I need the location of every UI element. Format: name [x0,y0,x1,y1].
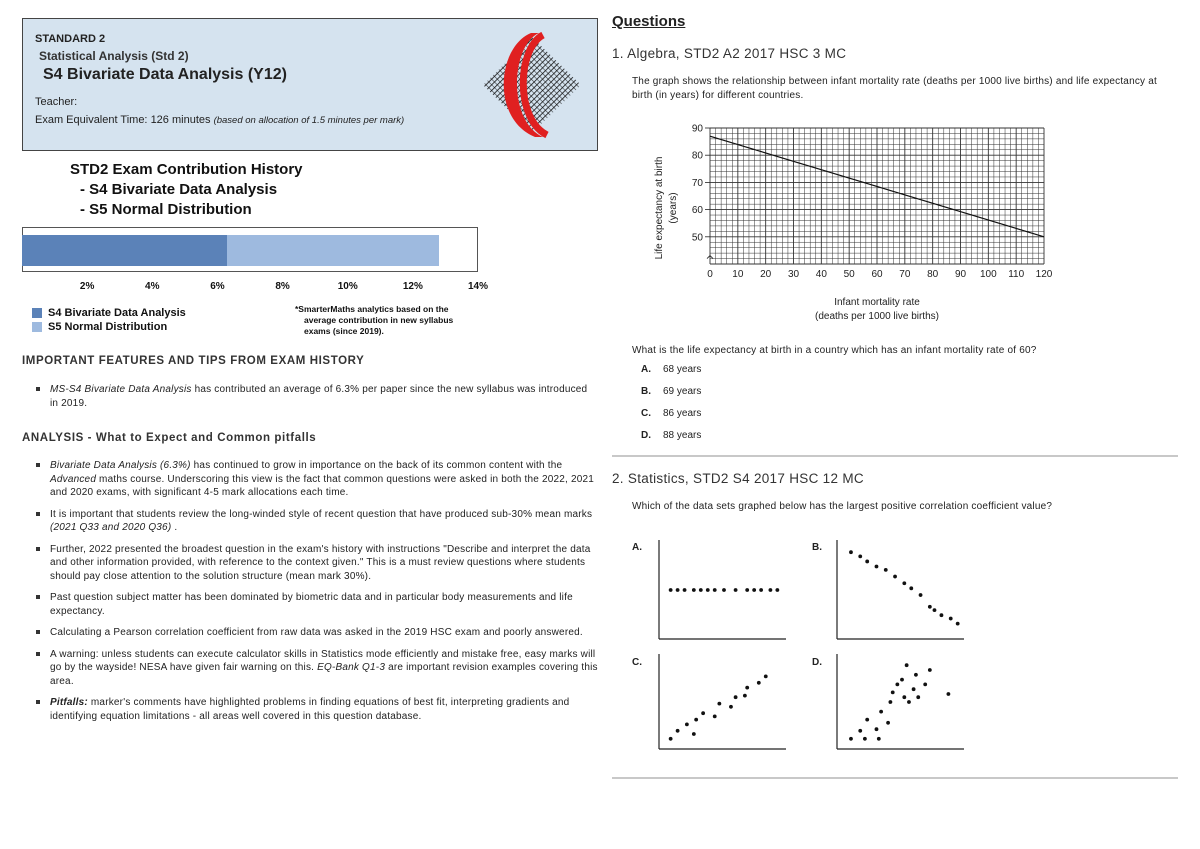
scatter-point [909,586,913,590]
scatter-point [701,711,705,715]
bar-segment-s4 [22,235,227,266]
option-letter: C. [641,408,651,419]
scatter-point [893,575,897,579]
course-label: Statistical Analysis (Std 2) [39,49,189,63]
list-item [36,508,598,535]
questions-heading: Questions [612,13,686,30]
y-tick-label: 70 [691,177,703,189]
scatter-point [956,622,960,626]
scatter-point [745,686,749,690]
scatter-point [717,702,721,706]
note-line: *SmarterMaths analytics based on the [295,304,449,314]
contribution-title-line: STD2 Exam Contribution History [70,161,303,178]
q1-text: The graph shows the relationship between infant mortality rate (deaths per 1000 live births) and life expectancy at birth (in years) for different countries. [632,76,1157,101]
scatter-point [699,588,703,592]
bullet-text-run: It is important that students review the long-winded style of recent question that have produced sub-30% mean marks [50,508,593,520]
q2-option-c-label[interactable]: C. [632,657,642,668]
q1-option-d[interactable] [641,430,701,441]
x-tick-label: 120 [1035,269,1053,280]
option-text: 86 years [663,408,702,419]
y-axis-label: (years) [668,192,679,224]
important-text: has contributed an average of 6.3% per paper since the new syllabus was introduced in 2019. [50,384,588,409]
scatter-point [743,694,747,698]
bullet-text-run: has continued to grow in importance on the back of its common content with the [190,460,563,471]
x-tick-label: 100 [979,269,997,280]
option-text: 69 years [663,386,702,397]
legend-item-s4 [32,307,186,319]
scatter-point [858,729,862,733]
exam-time [35,114,404,126]
scatter-point [891,691,895,695]
scatter-point [685,723,689,727]
scatter-point [692,588,696,592]
time-label: Exam Equivalent Time: [35,114,148,126]
x-tick-label: 30 [787,269,800,280]
bullet-text-run: (2021 Q33 and 2020 Q36) [50,522,172,533]
bullet-text-run: marker's comments have highlighted problems in finding equations of best fit, interpreting gradients and identifying equation limitations - all areas well covered in this question database. [50,697,570,722]
q2-title: 2. Statistics, STD2 S4 2017 HSC 12 MC [612,471,864,486]
bullet-text-run: are important revision examples covering this area. [50,662,598,687]
q1-option-b[interactable] [641,386,701,397]
scatter-point [949,617,953,621]
x-tick-label: 4% [145,281,160,292]
divider [612,455,1178,457]
x-tick-label: 20 [760,269,772,280]
scatter-point [863,737,867,741]
x-tick-label: 10% [337,281,358,292]
x-tick-label: 8% [275,281,290,292]
scatter-point [757,681,761,685]
scatter-point [875,565,879,569]
bullet-text-run: Further, 2022 presented the broadest question in the exam's history with instructions "Describe and interpret the data and other information provided, with reference to the context given." This is a must review questions where students should pay close attention to the solution structure (mean mark 30%). [50,543,591,582]
bullet-text-run: EQ-Bank Q1-3 [317,662,386,673]
scatter-point [769,588,773,592]
bullet-text-run: Past question subject matter has been dominated by biometric data and in particular body measurements and life expectancy. [50,592,573,617]
smartermaths-logo-icon [477,31,587,139]
q1-title: 1. Algebra, STD2 A2 2017 HSC 3 MC [612,46,847,61]
scatter-point [884,568,888,572]
scatter-point [940,613,944,617]
x-tick-label: 80 [927,269,939,280]
option-letter: B. [641,386,651,397]
time-note: (based on allocation of 1.5 minutes per mark) [213,115,405,126]
x-tick-label: 60 [871,269,883,280]
scatter-point [914,673,918,677]
q1-graph [640,118,1070,330]
bullet-text-run: Bivariate Data Analysis (6.3%) [50,460,191,471]
x-tick-label: 0 [707,269,713,280]
important-em: MS-S4 Bivariate Data Analysis [50,384,192,395]
bullet-text-run: maths course. Underscoring this view is the fact that common questions were asked in both the 2022, 2021 and 2020 exams, with significant 4-5 mark allocations each time. [50,473,595,498]
important-list [36,383,598,418]
list-item [36,383,598,410]
scatter-point [849,550,853,554]
analytics-note [295,304,495,337]
scatter-point [875,727,879,731]
header-box [22,18,598,151]
scatter-point [858,555,862,559]
list-item [36,648,598,689]
y-axis-label: Life expectancy at birth [654,156,665,260]
scatter-point [916,695,920,699]
q2-option-b-label[interactable]: B. [812,542,822,553]
y-tick-label: 50 [691,232,703,244]
q1-option-c[interactable] [641,408,701,419]
legend-swatch-s5 [32,322,42,332]
scatter-point [759,588,763,592]
scatter-point [764,675,768,679]
x-tick-label: 2% [79,281,95,292]
list-item [36,591,598,618]
list-item [36,543,598,584]
option-text: 88 years [663,430,702,441]
q2-scatter-d [836,654,964,750]
x-tick-label: 50 [843,269,855,280]
scatter-point [745,588,749,592]
scatter-point [865,560,869,564]
graph-grid [710,128,1044,264]
scatter-point [676,729,680,733]
legend-item-s5 [32,321,167,333]
q2-option-a-label[interactable]: A. [632,542,642,553]
legend-label-s4: S4 Bivariate Data Analysis [48,307,186,319]
scatter-point [865,718,869,722]
x-tick-label: 110 [1008,269,1025,280]
y-tick-label: 60 [691,205,703,217]
x-axis-label: (deaths per 1000 live births) [815,311,939,322]
list-item [36,626,598,640]
legend-label-s5: S5 Normal Distribution [48,321,168,333]
scatter-point [889,700,893,704]
bullet-text-run: Advanced [50,473,97,485]
q2-scatter-b [836,540,964,640]
scatter-point [895,683,899,687]
scatter-point [928,668,932,672]
scatter-point [905,663,909,667]
note-line: exams (since 2019). [304,326,384,336]
bar-segment-s5 [227,235,439,266]
note-line: average contribution in new syllabus [304,315,454,325]
q2-text: Which of the data sets graphed below has the largest positive correlation coefficient value? [632,501,1053,512]
x-tick-label: 6% [210,281,225,292]
scatter-point [933,608,937,612]
scatter-point [734,695,738,699]
option-text: 68 years [663,364,702,375]
x-tick-label: 14% [467,281,489,292]
bullet-text-run: . [171,522,178,533]
option-letter: D. [641,430,651,441]
y-tick-label: 80 [691,150,703,162]
scatter-point [902,695,906,699]
scatter-point [886,721,890,725]
contribution-title-line: - S4 Bivariate Data Analysis [80,181,278,198]
x-tick-label: 70 [899,269,911,280]
standard-label: STANDARD 2 [35,33,106,45]
scatter-point [706,588,710,592]
scatter-point [877,737,881,741]
q2-scatter-a [658,540,786,640]
scatter-point [879,710,883,714]
y-tick-label: 90 [691,123,703,135]
list-item [36,696,598,723]
scatter-point [900,678,904,682]
option-letter: A. [641,364,651,375]
scatter-point [676,588,680,592]
bullet-text-run: A warning: unless students can execute calculator skills in Statistics mode efficiently and mistake free, easy marks will go by the wayside! NESA have given fair warning on this. [50,648,596,673]
scatter-point [912,687,916,691]
q1-question: What is the life expectancy at birth in a country which has an infant mortality rate of 60? [632,345,1037,356]
scatter-point [729,705,733,709]
scatter-point [683,588,687,592]
analysis-list [36,459,598,731]
divider [612,777,1178,779]
scatter-point [692,732,696,736]
legend-swatch-s4 [32,308,42,318]
scatter-point [775,588,779,592]
time-value: 126 minutes [150,114,211,126]
scatter-point [722,588,726,592]
scatter-point [907,700,911,704]
x-tick-label: 12% [402,281,423,292]
scatter-point [752,588,756,592]
q2-option-d-label[interactable]: D. [812,657,822,668]
q1-option-a[interactable] [641,364,701,375]
q2-scatter-c [658,654,786,750]
scatter-point [947,692,951,696]
x-tick-label: 10 [732,269,744,280]
contribution-title [70,160,303,220]
scatter-point [713,588,717,592]
scatter-point [849,737,853,741]
scatter-point [694,718,698,722]
x-tick-label: 90 [954,269,967,280]
scatter-point [919,593,923,597]
important-heading: IMPORTANT FEATURES AND TIPS FROM EXAM HISTORY [22,355,365,367]
contribution-title-line: - S5 Normal Distribution [80,201,252,218]
topic-title: S4 Bivariate Data Analysis (Y12) [43,66,287,83]
scatter-point [734,588,738,592]
scatter-point [928,605,932,609]
scatter-point [713,715,717,719]
analysis-heading: ANALYSIS - What to Expect and Common pitfalls [22,432,317,444]
x-tick-label: 40 [815,269,827,280]
bullet-text-run: Calculating a Pearson correlation coefficient from raw data was asked in the 2019 HSC exam and poorly answered. [50,627,583,638]
bullet-text-run: Pitfalls: [50,697,88,708]
scatter-point [669,588,673,592]
contribution-bar-chart [22,227,478,272]
scatter-point [669,737,673,741]
scatter-point [902,581,906,585]
list-item [36,459,598,500]
teacher-label: Teacher: [35,96,78,108]
scatter-point [923,683,927,687]
x-axis-label: Infant mortality rate [834,297,920,308]
